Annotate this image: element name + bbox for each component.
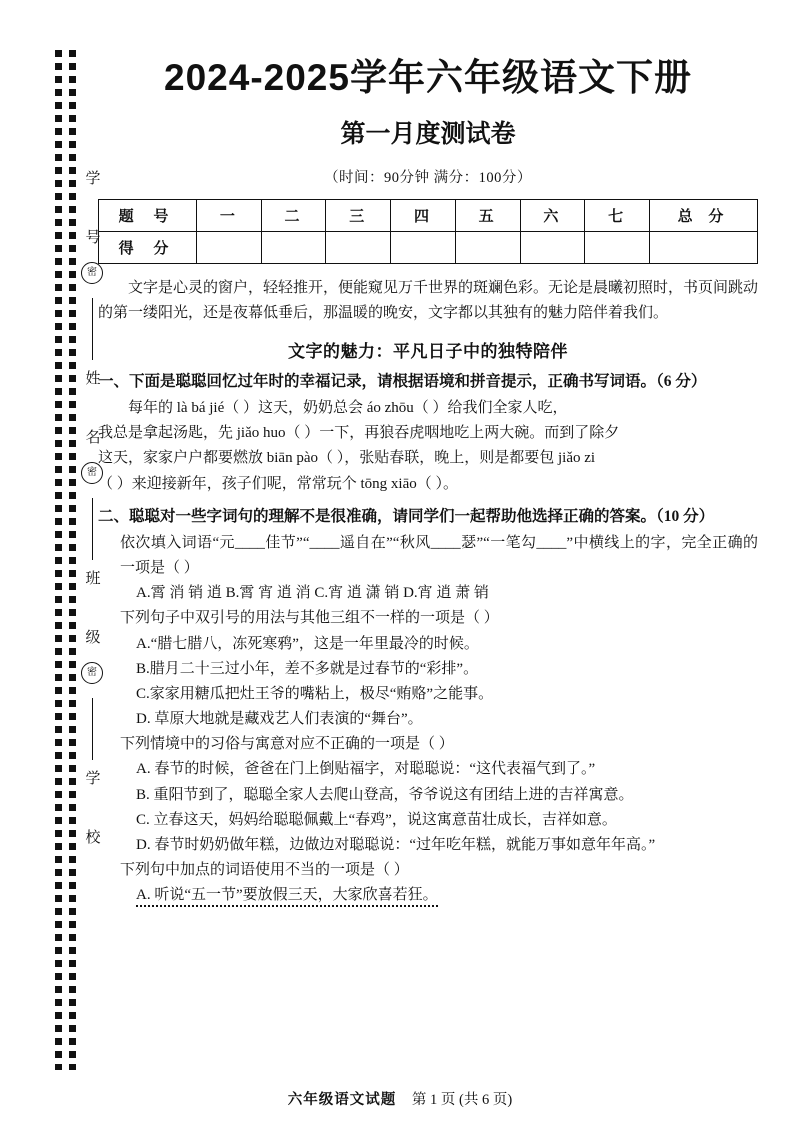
theme-heading: 文字的魅力：平凡日子中的独特陪伴 — [288, 341, 568, 361]
question-2: 下列句子中双引号的用法与其他三组不一样的一项是（ ） — [120, 610, 499, 627]
score-cell-7[interactable] — [585, 232, 650, 264]
score-cell-6[interactable] — [520, 232, 585, 264]
field-name: 姓 名 — [83, 370, 100, 458]
question-2-option-a[interactable]: A.“腊七腊八，冻死寒鸦”，这是一年里最冷的时候。 — [136, 635, 479, 652]
field-school: 学 校 — [83, 770, 100, 858]
time-and-score: （时间：90分钟 满分：100分） — [324, 170, 532, 187]
score-col-4: 四 — [391, 200, 456, 232]
question-2-option-c[interactable]: C.家家用糖瓜把灶王爷的嘴粘上，极尽“贿赂”之能事。 — [136, 685, 494, 702]
score-col-6: 六 — [520, 200, 585, 232]
score-cell-total[interactable] — [650, 232, 758, 264]
question-4: 下列句中加点的词语使用不当的一项是（ ） — [120, 862, 409, 879]
section-2-heading: 二、聪聪对一些字词句的理解不是很准确，请同学们一起帮助他选择正确的答案。（10 分） — [98, 507, 715, 525]
score-table-row-label: 题 号 — [99, 200, 197, 232]
score-table — [98, 199, 758, 264]
score-table-row-label-2: 得 分 — [99, 232, 197, 264]
divider-2 — [92, 498, 93, 560]
page-footer — [0, 1088, 800, 1109]
score-cell-5[interactable] — [455, 232, 520, 264]
question-3-option-d[interactable]: D. 春节时奶奶做年糕，边做边对聪聪说：“过年吃年糕，就能万事如意年年高。” — [136, 837, 656, 854]
score-cell-3[interactable] — [326, 232, 391, 264]
intro-paragraph: 文字是心灵的窗户，轻轻推开，便能窥见万千世界的斑斓色彩。无论是晨曦初照时，书页间跳动的第一缕阳光，还是夜幕低垂后，那温暖的晚安，文字都以其独有的魅力陪伴着我们。 — [98, 280, 759, 321]
seal-icon-3: 密 — [81, 662, 103, 684]
score-col-7: 七 — [585, 200, 650, 232]
section-1-line-3: 这天，家家户户都要燃放 biān pào（ ），张贴春联，晚上，则是都要包 jiǎo zi — [98, 450, 596, 467]
footer-subject: 六年级语文试题 — [287, 1092, 397, 1108]
binding-strip — [55, 50, 100, 1070]
section-1-line-4: （ ）来迎接新年，孩子们呢，常常玩个 tōng xiāo（ ）。 — [98, 475, 458, 492]
section-1-line-1: 每年的 là bá jié（ ）这天，奶奶总会 áo zhōu（ ）给我们全家人吃， — [128, 400, 568, 416]
field-class: 班 级 — [83, 570, 100, 658]
question-1-text: 依次填入词语“元____佳节”“____遥自在”“秋风____瑟”“一笔勾____”中横线上的字，完全正确的一项是（ ） — [120, 534, 758, 576]
score-col-2: 二 — [261, 200, 326, 232]
score-col-3: 三 — [326, 200, 391, 232]
score-col-5: 五 — [455, 200, 520, 232]
page-subtitle: 第一月度测试卷 — [340, 120, 516, 149]
main-content — [98, 56, 758, 909]
table-row-score — [99, 232, 758, 264]
question-3-option-c[interactable]: C. 立春这天，妈妈给聪聪佩戴上“春鸡”，说这寓意苗壮成长，吉祥如意。 — [136, 811, 617, 828]
section-1-line-2: 我总是拿起汤匙，先 jiǎo huo（ ）一下，再狼吞虎咽地吃上两大碗。而到了除夕 — [98, 425, 620, 442]
divider-3 — [92, 698, 93, 760]
field-student-id: 学 号 — [83, 170, 100, 258]
score-cell-4[interactable] — [391, 232, 456, 264]
page-title: 2024-2025学年六年级语文下册 — [164, 57, 692, 98]
question-2-option-d[interactable]: D. 草原大地就是藏戏艺人们表演的“舞台”。 — [136, 711, 423, 728]
question-1 — [120, 531, 758, 581]
question-1-options[interactable]: A.霄 消 销 逍 B.霄 宵 逍 消 C.宵 逍 潇 销 D.宵 逍 萧 销 — [136, 585, 489, 602]
perforation-left — [55, 50, 62, 1070]
seal-icon-1: 密 — [81, 262, 103, 284]
question-2-option-b[interactable]: B.腊月二十三过小年，差不多就是过春节的“彩排”。 — [136, 660, 479, 677]
divider-1 — [92, 298, 93, 360]
footer-page-number: 第 1 页 (共 6 页) — [411, 1092, 513, 1108]
section-1-heading: 一、下面是聪聪回忆过年时的幸福记录，请根据语境和拼音提示，正确书写词语。（6 分） — [98, 372, 707, 390]
question-4-option-a[interactable] — [136, 883, 758, 908]
question-3: 下列情境中的习俗与寓意对应不正确的一项是（ ） — [120, 736, 454, 753]
question-3-option-a[interactable]: A. 春节的时候，爸爸在门上倒贴福字，对聪聪说：“这代表福气到了。” — [136, 761, 596, 778]
question-3-option-b[interactable]: B. 重阳节到了，聪聪全家人去爬山登高，爷爷说这有团结上进的吉祥寓意。 — [136, 786, 634, 803]
seal-icon-2: 密 — [81, 462, 103, 484]
table-row-header — [99, 200, 758, 232]
question-4-emphasis: A. 听说“五一节”要放假三天，大家欣喜若狂。 — [136, 887, 438, 904]
score-col-total: 总 分 — [650, 200, 758, 232]
score-col-1: 一 — [197, 200, 262, 232]
score-cell-2[interactable] — [261, 232, 326, 264]
score-cell-1[interactable] — [197, 232, 262, 264]
